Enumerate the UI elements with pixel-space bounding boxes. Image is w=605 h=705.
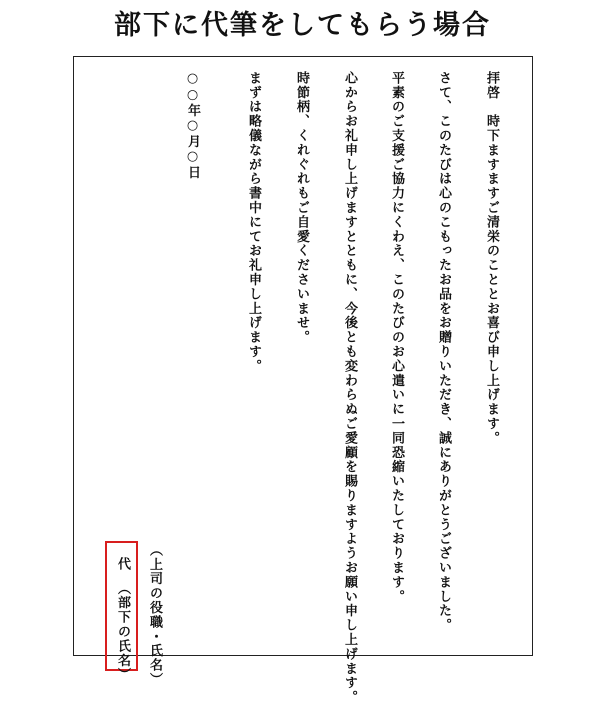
signature-superior: （上司の役職・氏名） xyxy=(147,543,162,687)
letter-line-gratitude: 心からお礼申し上げますとともに、今後とも変わらぬご愛顧を賜りますようお願い申し上げます。 xyxy=(342,71,357,705)
letter-line-support: 平素のご支援ご協力にくわえ、このたびのお心遣いに一同恐縮いたしております。 xyxy=(389,71,404,604)
letter-sheet xyxy=(73,56,533,705)
proxy-name: （部下の氏名） xyxy=(115,581,130,683)
proxy-mark: 代 xyxy=(115,557,130,572)
letter-line-greeting: 拝啓 時下ますますご清栄のこととお喜び申し上げます。 xyxy=(484,71,499,446)
page-title: 部下に代筆をしてもらう場合 xyxy=(114,10,491,41)
proxy-signature-box xyxy=(105,541,138,683)
proxy-signature xyxy=(113,557,131,682)
letter-line-thanks: さて、このたびは心のこもったお品をお贈りいただき、誠にありがとうございました。 xyxy=(436,71,451,633)
letter-line-closing: まずは略儀ながら書中にてお礼申し上げます。 xyxy=(246,71,261,374)
letter-line-season: 時節柄、くれぐれもご自愛くださいませ。 xyxy=(294,71,309,345)
letter-date: ○○年○月○日 xyxy=(185,71,200,180)
